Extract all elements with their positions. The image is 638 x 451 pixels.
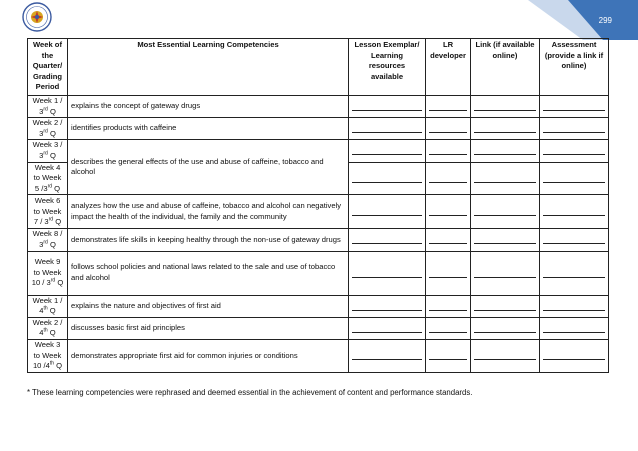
footnote: * These learning competencies were rephrased and deemed essential in the achievement of content and performance standards. [27,388,473,397]
week-cell: Week 1 / 3rd Q [28,96,68,118]
empty-cell [471,140,540,162]
competency-cell: explains the nature and objectives of first aid [68,295,349,317]
empty-cell [349,96,426,118]
week-cell: Week 4 to Week 5 /3rd Q [28,162,68,195]
empty-cell [471,317,540,339]
corner-decoration [528,0,638,40]
empty-cell [349,162,426,195]
empty-cell [471,118,540,140]
competency-cell: explains the concept of gateway drugs [68,96,349,118]
week-cell: Week 9 to Week 10 / 3rd Q [28,251,68,295]
empty-cell [540,96,609,118]
header-link: Link (if available online) [471,39,540,96]
header-competency: Most Essential Learning Competencies [68,39,349,96]
table-row [28,339,609,372]
empty-cell [540,229,609,251]
empty-cell [349,195,426,229]
header-assessment: Assessment (provide a link if online) [540,39,609,96]
empty-cell [426,162,471,195]
competency-cell: demonstrates life skills in keeping healthy through the non-use of gateway drugs [68,229,349,251]
empty-cell [349,251,426,295]
week-cell: Week 6 to Week 7 / 3rd Q [28,195,68,229]
empty-cell [471,96,540,118]
competency-cell: follows school policies and national laws related to the sale and use of tobacco and alcohol [68,251,349,295]
empty-cell [349,317,426,339]
empty-cell [471,251,540,295]
table-row [28,229,609,251]
empty-cell [426,195,471,229]
competency-cell: analyzes how the use and abuse of caffeine, tobacco and alcohol can negatively impact the health of the individual, the family and the community [68,195,349,229]
empty-cell [471,339,540,372]
empty-cell [540,195,609,229]
empty-cell [426,118,471,140]
week-cell: Week 8 / 3rd Q [28,229,68,251]
empty-cell [349,118,426,140]
empty-cell [426,317,471,339]
week-cell: Week 1 / 4th Q [28,295,68,317]
empty-cell [471,295,540,317]
table-row [28,140,609,162]
empty-cell [349,229,426,251]
empty-cell [540,162,609,195]
week-cell: Week 2 / 3rd Q [28,118,68,140]
table-row [28,317,609,339]
empty-cell [426,339,471,372]
week-cell: Week 2 / 4th Q [28,317,68,339]
competencies-table [27,38,609,373]
empty-cell [540,339,609,372]
empty-cell [426,140,471,162]
empty-cell [349,140,426,162]
empty-cell [540,317,609,339]
page-number: 299 [598,16,612,25]
table-row [28,251,609,295]
table-row [28,96,609,118]
empty-cell [540,118,609,140]
header-week: Week of the Quarter/ Grading Period [28,39,68,96]
competency-cell: describes the general effects of the use and abuse of caffeine, tobacco and alcohol [68,140,349,195]
empty-cell [426,251,471,295]
empty-cell [426,96,471,118]
empty-cell [349,295,426,317]
table-row [28,118,609,140]
empty-cell [540,295,609,317]
week-cell: Week 3 to Week 10 /4th Q [28,339,68,372]
competency-cell: discusses basic first aid principles [68,317,349,339]
empty-cell [540,251,609,295]
table-row [28,295,609,317]
empty-cell [471,162,540,195]
empty-cell [540,140,609,162]
empty-cell [471,229,540,251]
header-row [28,39,609,96]
empty-cell [349,339,426,372]
competency-cell: identifies products with caffeine [68,118,349,140]
empty-cell [426,295,471,317]
competency-cell: demonstrates appropriate first aid for common injuries or conditions [68,339,349,372]
table-row [28,195,609,229]
deped-seal-icon [22,2,52,32]
empty-cell [471,195,540,229]
header-developer: LR developer [426,39,471,96]
week-cell: Week 3 / 3rd Q [28,140,68,162]
header-exemplar: Lesson Exemplar/ Learning resources available [349,39,426,96]
empty-cell [426,229,471,251]
